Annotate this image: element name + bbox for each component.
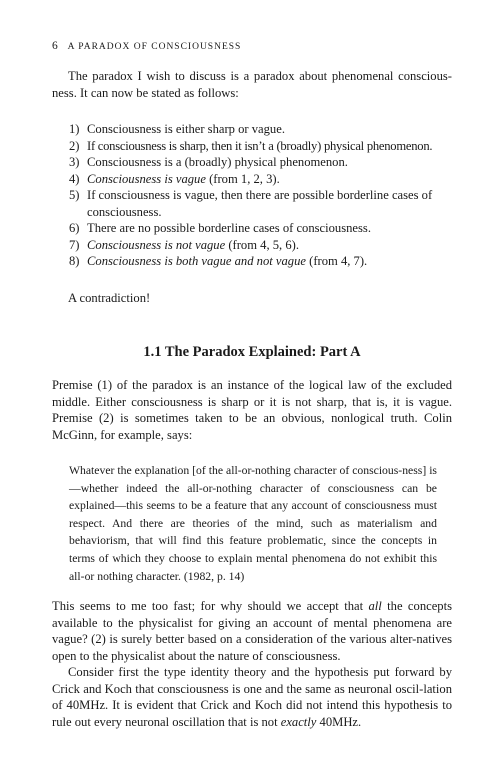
section-heading: 1.1 The Paradox Explained: Part A (143, 344, 361, 360)
page-number: 6 (52, 40, 59, 52)
running-head (52, 40, 241, 52)
conclusion-text: A contradiction! (68, 291, 151, 305)
premise-item: 7) Consciousness is not vague (from 4, 5, 6). (69, 237, 299, 252)
block-quote: Whatever the explanation [of the all-or-nothing character of conscious-ness] is—whether indeed the all-or-nothing character of consciousness can be explained—this seems to be a feature that any account of consciousness must respect. And there are theories of the mind, such as materialism and behaviorism, that will find this feature problematic, since the concepts in terms of which they choose to explain mental phenomena do not exhibit this all-or nothing character. (1982, p. 14) (69, 464, 437, 583)
running-title: A PARADOX OF CONSCIOUSNESS (67, 42, 242, 52)
premise-item: 4) Consciousness is vague (from 1, 2, 3). (69, 171, 280, 186)
intro-paragraph: The paradox I wish to discuss is a paradox about phenomenal conscious-ness. It can now be stated as follows: (52, 69, 452, 100)
premise-item: 3) Consciousness is a (broadly) physical phenomenon. (69, 155, 348, 169)
premise-item: 2) If consciousness is sharp, then it isn’t a (broadly) physical phenomenon. (69, 138, 433, 153)
premise-item: 1) Consciousness is either sharp or vague. (69, 122, 285, 136)
body-paragraph: Consider first the type identity theory and the hypothesis put forward by Crick and Koch that consciousness is one and the same as neuronal oscil-lation of 40MHz. It is evident that Crick and Koch did not intend this hypothesis to rule out every neuronal oscillation that is not exactly 40MHz. (52, 665, 452, 729)
premise-item: 5) If consciousness is vague, then there are possible borderline cases of consciousness. (69, 188, 433, 219)
body-paragraph: Premise (1) of the paradox is an instance of the logical law of the excluded middle. Either consciousness is sharp or it is not sharp, that is, it is vague. Premise (2) is sometimes taken to be an obvious, nonlogical truth. Colin McGinn, for example, says: (52, 378, 452, 442)
premise-item: 6) There are no possible borderline cases of consciousness. (69, 221, 371, 235)
premise-item: 8) Consciousness is both vague and not vague (from 4, 7). (69, 254, 368, 268)
body-paragraph: This seems to me too fast; for why should we accept that all the concepts available to the physicalist for giving an account of mental phenomena are vague? (2) is surely better based on a consideration of the various alter-natives open to the physicalist about the nature of consciousness. (52, 599, 452, 663)
premise-list (69, 121, 454, 270)
